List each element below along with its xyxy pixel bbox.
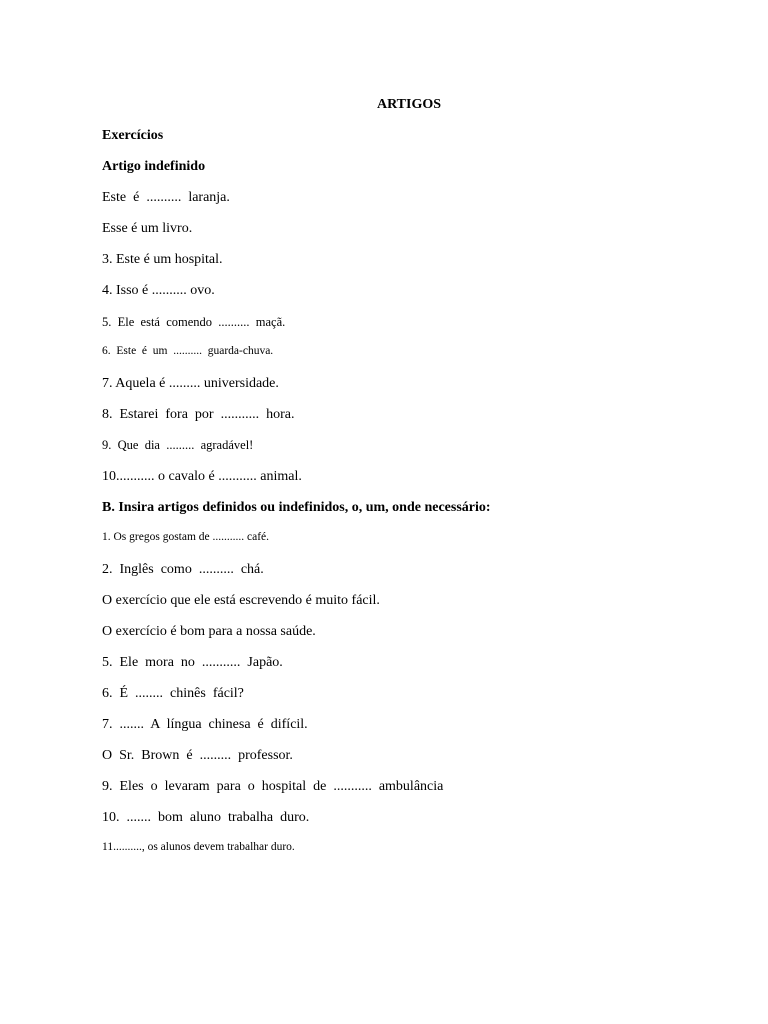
exercise-b-item: 6. É ........ chinês fácil? xyxy=(102,686,244,701)
exercise-b-item: O exercício é bom para a nossa saúde. xyxy=(102,624,316,639)
exercise-b-item: 7. ....... A língua chinesa é difícil. xyxy=(102,717,308,732)
exercise-a-item: 5. Ele está comendo .......... maçã. xyxy=(102,315,286,329)
exercise-b-item: O Sr. Brown é ......... professor. xyxy=(102,748,293,763)
subsection-heading-a: Artigo indefinido xyxy=(102,159,206,174)
exercise-a-item: 6. Este é um .......... guarda-chuva. xyxy=(102,345,274,357)
exercise-b-item: 5. Ele mora no ........... Japão. xyxy=(102,655,283,670)
exercise-a-item: Esse é um livro. xyxy=(102,221,193,236)
exercise-b-item: 2. Inglês como .......... chá. xyxy=(102,562,264,577)
page-title: ARTIGOS xyxy=(376,97,442,112)
exercise-a-item: Este é .......... laranja. xyxy=(102,190,230,205)
exercise-b-item: O exercício que ele está escrevendo é muito fácil. xyxy=(102,593,380,608)
exercise-a-item: 8. Estarei fora por ........... hora. xyxy=(102,407,295,422)
exercise-a-item: 3. Este é um hospital. xyxy=(102,252,223,267)
exercise-a-item: 4. Isso é .......... ovo. xyxy=(102,283,215,298)
exercise-b-item: 10. ....... bom aluno trabalha duro. xyxy=(102,810,310,825)
exercise-a-item: 7. Aquela é ......... universidade. xyxy=(102,376,279,391)
section-heading: Exercícios xyxy=(102,128,164,143)
subsection-heading-b: B. Insira artigos definidos ou indefinidos, o, um, onde necessário: xyxy=(102,500,491,515)
exercise-b-item: 11.........., os alunos devem trabalhar duro. xyxy=(102,841,295,853)
exercise-b-item: 1. Os gregos gostam de ........... café. xyxy=(102,531,270,543)
exercise-a-item: 9. Que dia ......... agradável! xyxy=(102,438,254,452)
exercise-b-item: 9. Eles o levaram para o hospital de ........... ambulância xyxy=(102,779,444,794)
exercise-a-item: 10........... o cavalo é ........... animal. xyxy=(102,469,302,484)
